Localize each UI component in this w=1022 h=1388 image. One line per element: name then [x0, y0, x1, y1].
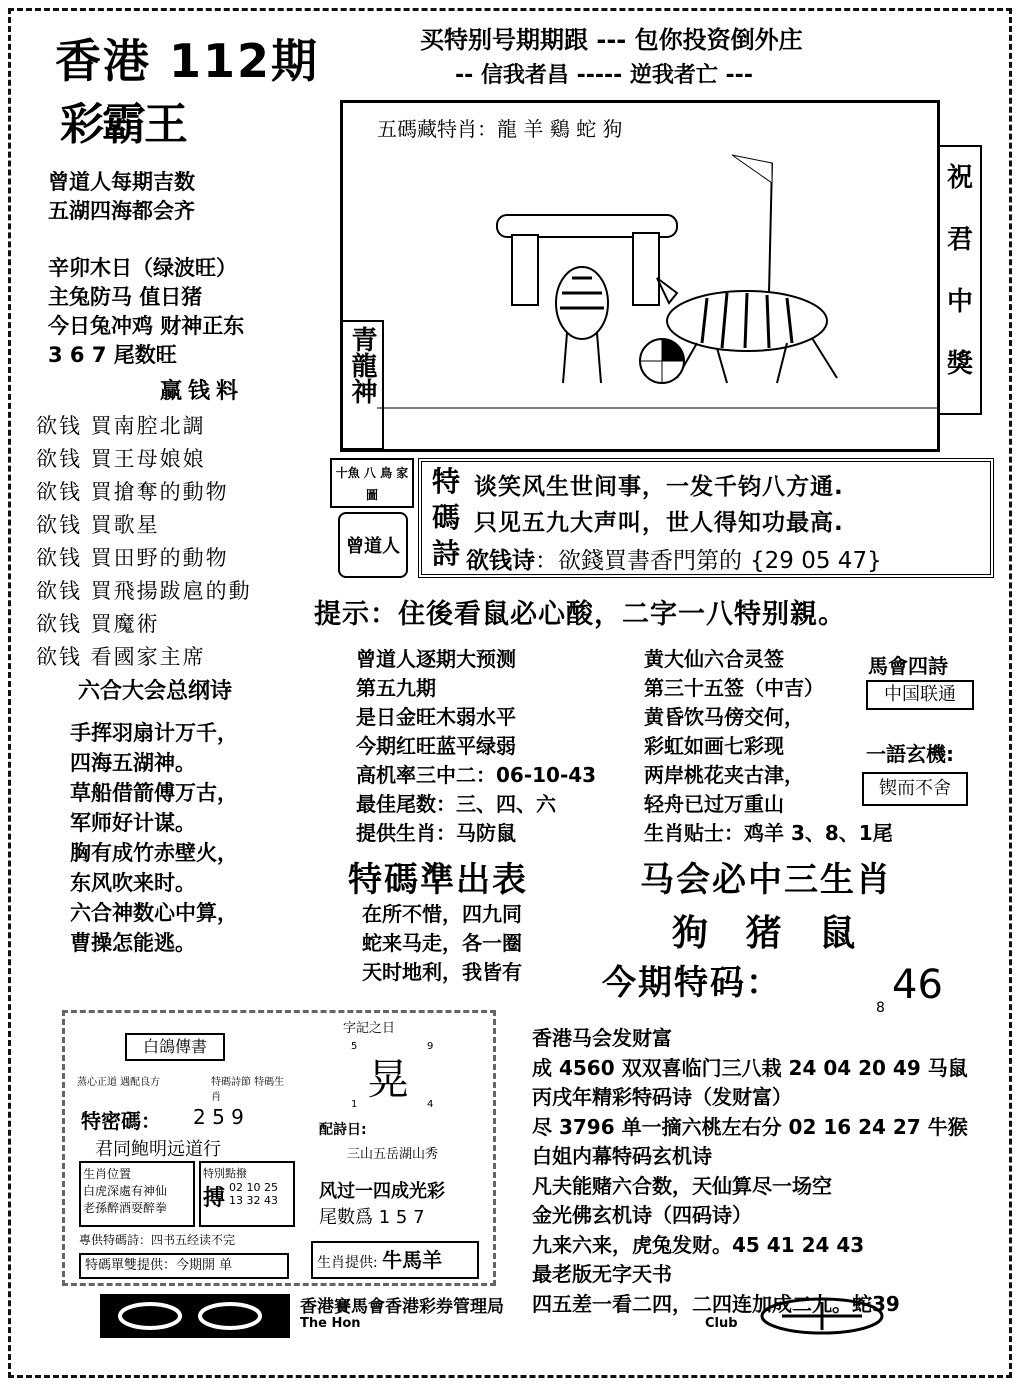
emblem-icon: [760, 1296, 884, 1336]
day-line: 3 6 7 尾数旺: [48, 343, 177, 367]
win-item: 欲钱 買搶奪的動物: [36, 480, 229, 504]
position-line: 老孫醉酒耍醉拳: [83, 1201, 168, 1215]
side-char: 詩: [431, 537, 460, 570]
tema-line: 蛇来马走，各一圈: [362, 931, 522, 955]
win-list: [36, 410, 252, 674]
left-vertical-label: [340, 320, 384, 450]
footer-banner: [100, 1292, 890, 1340]
footer-en-left: The Hon: [300, 1316, 361, 1331]
horse-poem-value: 中国联通: [866, 680, 974, 710]
history-line: 香港马会发财富: [532, 1026, 672, 1050]
history-line: 成 4560 双双喜临门三八栽 24 04 20 49 马鼠: [532, 1055, 968, 1080]
diary-num: 5: [351, 1041, 358, 1052]
poem-line: 四海五湖神。: [70, 751, 196, 775]
history-line: 四五差一看二四，二四连加成二九。蛇39: [532, 1291, 900, 1316]
win-item: 欲钱 買飛揚跋扈的動: [36, 579, 252, 603]
win-item: 欲钱 買歌星: [36, 513, 160, 537]
intro-lines: [48, 168, 195, 226]
tail-text: 尾數爲 1 5 7: [319, 1207, 425, 1228]
poem-line: 六合神数心中算，: [70, 901, 238, 925]
intro-line: 五湖四海都会齐: [48, 199, 195, 223]
day-line: 辛卯木日（绿波旺）: [48, 256, 237, 280]
forecast-line: 今期红旺蓝平绿弱: [356, 734, 516, 758]
oracle-line: 黄昏饮马傍交何，: [644, 705, 804, 729]
special-line-3: [466, 542, 882, 575]
day-line: 主兔防马 值日猪: [48, 285, 203, 309]
diary-title: 字記之日: [343, 1021, 396, 1036]
poem-text: 三山五岳湖山秀: [347, 1147, 439, 1162]
tema-heading: 特碼準出表: [348, 860, 528, 900]
code-text: 君同鲍明远道行: [95, 1139, 221, 1160]
forecast-line: 最佳尾数：三、四、六: [356, 792, 556, 816]
today-special-small: 8: [876, 1000, 885, 1016]
right-vertical-label: [938, 145, 982, 415]
diary-num: 1: [351, 1099, 358, 1110]
code-value: 2 5 9: [193, 1105, 244, 1129]
tema-line: 天时地利，我皆有: [362, 960, 522, 984]
zodiac-value: 牛馬羊: [382, 1248, 443, 1272]
poem-lines: [70, 718, 238, 958]
blessing-char: 祝: [946, 163, 973, 193]
history-list: [532, 1024, 968, 1319]
special-tip-label: 特別點撥: [203, 1167, 247, 1180]
oracle-line: 黄大仙六合灵签: [644, 647, 784, 671]
stamp-bottom: 曾道人: [338, 512, 408, 578]
win-item: 欲钱 看國家主席: [36, 645, 206, 669]
pigeon-card: [62, 1010, 496, 1286]
special-line-2: 只见五九大声叫，世人得知功最高.: [474, 510, 844, 536]
history-line: 白姐内幕特码玄机诗: [532, 1144, 712, 1168]
win-item: 欲钱 買南腔北調: [36, 414, 206, 438]
huang-daxian: [644, 645, 893, 848]
oracle-line: 两岸桃花夹古津，: [644, 763, 804, 787]
left-vertical-text: 青龍神: [347, 326, 377, 404]
poem-line: 草船借箭傅万古，: [70, 781, 238, 805]
history-line: 丙戌年精彩特码诗（发财富）: [532, 1085, 792, 1109]
jockey-club-logo-icon: [100, 1294, 290, 1338]
side-char: 碼: [431, 501, 460, 534]
diary-num: 4: [427, 1099, 434, 1110]
history-line: 凡夫能赌六合数，天仙算尽一场空: [532, 1173, 832, 1198]
win-item: 欲钱 買田野的動物: [36, 546, 229, 570]
win-item: 欲钱 買魔術: [36, 612, 160, 636]
page-title: 香港 112期: [55, 34, 320, 88]
history-line: 九来六来，虎兔发财。45 41 24 43: [532, 1232, 865, 1257]
oracle-line: 彩虹如画七彩现: [644, 734, 784, 758]
zodiac-provide: [311, 1241, 479, 1279]
intro-line: 曾道人每期吉数: [48, 170, 195, 194]
forecast-line: 第五九期: [356, 676, 436, 700]
oracle-line: 轻舟已过万重山: [644, 792, 784, 816]
position-box: [79, 1161, 195, 1227]
hidden-zodiac: 五碼藏特肖：龍 羊 鷄 蛇 狗: [377, 117, 623, 141]
code-label: 特密碼：: [81, 1109, 161, 1133]
poem-line: 军师好计谋。: [70, 811, 196, 835]
zebra-illustration: [377, 143, 937, 443]
today-special-label: 今期特码：: [602, 963, 782, 1003]
forecast-line: 高机率三中二：06-10-43: [356, 763, 597, 787]
zeng-forecast: [356, 645, 596, 848]
horse-poem-title: 馬會四詩: [868, 654, 948, 678]
money-poem-label: 欲钱诗: [466, 548, 535, 574]
poem-line: 东风吹来时。: [70, 871, 196, 895]
side-char: 特: [431, 465, 460, 498]
top-motto: -- 信我者昌 ----- 逆我者亡 ---: [455, 63, 753, 88]
stamp-top: 十魚 八 鳥 家 圖: [330, 458, 414, 508]
one-word-title: 一語玄機:: [866, 742, 954, 766]
special-side-label: [426, 464, 466, 572]
blessing-char: 獎: [946, 349, 973, 379]
position-label: 生肖位置: [83, 1167, 132, 1181]
poem-line: 手挥羽扇计万千，: [70, 721, 238, 745]
three-zodiac-animals: 狗 猪 鼠: [672, 913, 856, 954]
tema-line: 在所不惜，四九同: [362, 902, 522, 926]
three-zodiac-heading: 马会必中三生肖: [640, 860, 892, 900]
money-poem-numbers: {29 05 47}: [750, 548, 882, 574]
card-tip-line: 專供特碼詩：四书五经读不完: [79, 1233, 236, 1247]
special-tip-box: [199, 1161, 295, 1227]
illustration-panel: [340, 100, 940, 452]
position-line: 白虎深處有神仙: [83, 1184, 168, 1198]
day-info: [48, 254, 244, 370]
oracle-line: 第三十五签（中吉）: [644, 676, 824, 700]
brand-title: 彩霸王: [60, 99, 186, 150]
poem-heading: 六合大会总纲诗: [78, 679, 233, 704]
footer-en-right: Club: [705, 1316, 738, 1331]
special-tip-nums: 13 32 43: [229, 1194, 278, 1207]
poem-line: 胸有成竹赤壁火，: [70, 841, 238, 865]
tema-lines: [362, 900, 522, 987]
oracle-line: 生肖贴士：鸡羊 3、8、1尾: [644, 821, 893, 845]
forecast-line: 曾道人逐期大预测: [356, 647, 516, 671]
hint-line: 提示：住後看鼠必心酸，二字一八特别親。: [314, 599, 846, 630]
poem-line: 曹操怎能逃。: [70, 931, 196, 955]
diary-num: 9: [427, 1041, 434, 1052]
history-line: 金光佛玄机诗（四码诗）: [532, 1203, 752, 1227]
forecast-line: 提供生肖：马防鼠: [356, 821, 516, 845]
day-line: 今日兔冲鸡 财神正东: [48, 314, 245, 338]
poem-label: 配詩日:: [319, 1122, 367, 1138]
today-special-number: 46: [892, 962, 943, 1008]
special-line-1: 谈笑风生世间事，一发千钧八方通.: [474, 474, 844, 500]
special-tip-nums: 02 10 25: [229, 1181, 278, 1194]
one-word-value: 锲而不舍: [862, 772, 968, 806]
win-heading: 赢钱料: [160, 379, 245, 404]
special-tip-char: 搏: [203, 1186, 226, 1211]
blessing-char: 中: [946, 287, 973, 317]
blessing-char: 君: [946, 225, 973, 255]
top-slogan: 买特别号期期跟 --- 包你投资倒外庄: [420, 26, 803, 54]
wind-text: 风过一四成光彩: [319, 1181, 445, 1202]
zodiac-label: 生肖提供:: [317, 1255, 378, 1271]
card-right-small: 特碼詩節 特碼生肖: [211, 1077, 285, 1103]
win-item: 欲钱 買王母娘娘: [36, 447, 206, 471]
money-poem-text: ：欲錢買書香門第的: [535, 548, 742, 574]
history-line: 尽 3796 单一摘六桃左右分 02 16 24 27 牛猴: [532, 1114, 968, 1139]
footer-text: 香港賽馬會香港彩券管理局: [300, 1297, 504, 1317]
history-line: 最老版无字天书: [532, 1262, 672, 1286]
diary-char: 晃: [367, 1055, 410, 1104]
card-title: 白鴿傳書: [125, 1033, 225, 1061]
card-left-small: 蒸心正道 遇配良方: [77, 1077, 161, 1088]
special-poem-box: [418, 458, 994, 578]
card-bottom-left: 特碼單雙提供：今期開 单: [79, 1253, 289, 1279]
forecast-line: 是日金旺木弱水平: [356, 705, 516, 729]
